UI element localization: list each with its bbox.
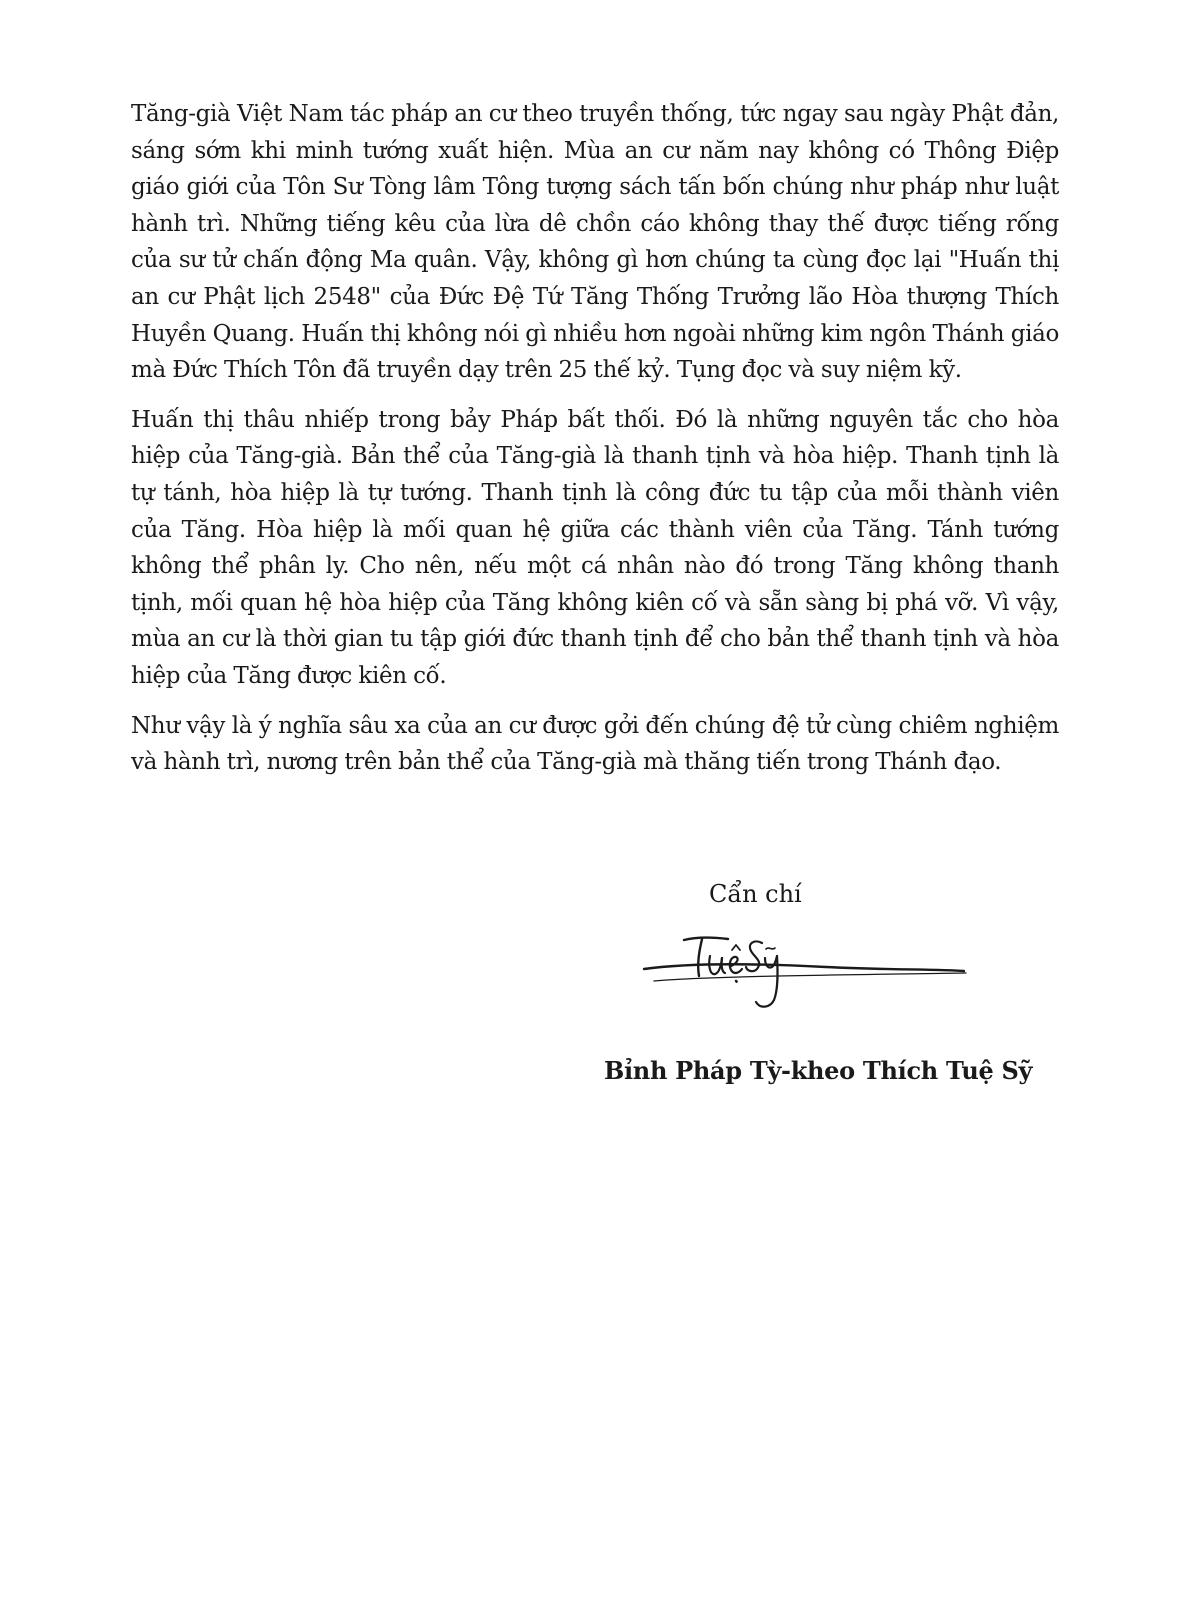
paragraph-1: Tăng-già Việt Nam tác pháp an cư theo truyền thống, tức ngay sau ngày Phật đản, sáng sớm khi minh tướng xuất hiện. Mùa an cư năm nay không có Thông Điệp giáo giới của Tôn Sư Tòng lâm Tông tượng sách tấn bốn chúng như pháp như luật hành trì. Những tiếng kêu của lừa dê chồn cáo không thay thế được tiếng rống của sư tử chấn động Ma quân. Vậy, không gì hơn chúng ta cùng đọc lại "Huấn thị an cư Phật lịch 2548" của Đức Đệ Tứ Tăng Thống Trưởng lão Hòa thượng Thích Huyền Quang. Huấn thị không nói gì nhiều hơn ngoài những kim ngôn Thánh giáo mà Đức Thích Tôn đã truyền dạy trên 25 thế kỷ. Tụng đọc và suy niệm kỹ. — [131, 101, 1059, 384]
signature-image — [636, 930, 986, 1040]
paragraph-2: Huấn thị thâu nhiếp trong bảy Pháp bất thối. Đó là những nguyên tắc cho hòa hiệp của Tăng-già. Bản thể của Tăng-già là thanh tịnh và hòa hiệp. Thanh tịnh là tự tánh, hòa hiệp là tự tướng. Thanh tịnh là công đức tu tập của mỗi thành viên của Tăng. Hòa hiệp là mối quan hệ giữa các thành viên của Tăng. Tánh tướng không thể phân ly. Cho nên, nếu một cá nhân nào đó trong Tăng không thanh tịnh, mối quan hệ hòa hiệp của Tăng không kiên cố và sẵn sàng bị phá vỡ. Vì vậy, mùa an cư là thời gian tu tập giới đức thanh tịnh để cho bản thể thanh tịnh và hòa hiệp của Tăng được kiên cố. — [131, 406, 1059, 689]
paragraph-3: Như vậy là ý nghĩa sâu xa của an cư được gởi đến chúng đệ tử cùng chiêm nghiệm và hành trì, nương trên bản thể của Tăng-già mà thăng tiến trong Thánh đạo. — [131, 712, 1059, 776]
closing-salutation: Cẩn chí — [709, 880, 802, 908]
letter-body — [131, 96, 1059, 794]
signer-name: Bỉnh Pháp Tỳ-kheo Thích Tuệ Sỹ — [604, 1056, 1033, 1085]
handwritten-signature — [636, 930, 986, 1040]
